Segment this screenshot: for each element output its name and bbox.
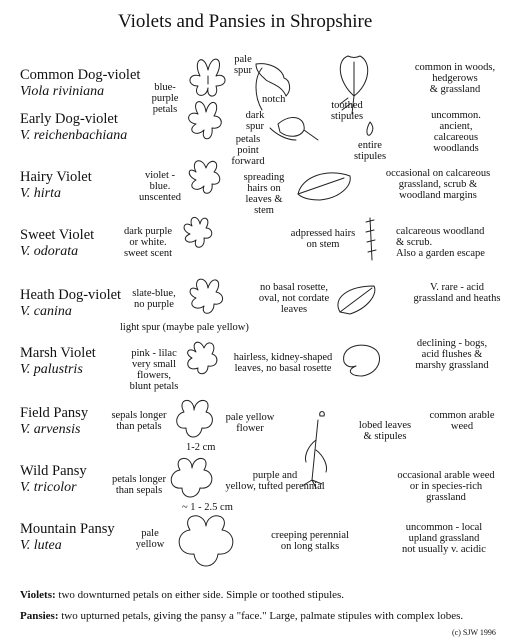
note: notch [262,94,286,105]
note: hairless, kidney-shaped leaves, no basal rosette [233,352,333,375]
pansy-icon [179,516,233,566]
habitat: uncommon. ancient, calcareous woodlands [431,110,481,155]
note: petals longer than sepals [112,474,166,497]
note: petals point forward [231,134,265,168]
species-latin: V. lutea [20,538,62,553]
note: spreading hairs on leaves & stem [243,172,285,217]
species-latin: V. hirta [20,186,61,201]
note: blue- purple petals [151,82,179,116]
note: ~ 1 - 2.5 cm [182,502,233,513]
species-name: Hairy Violet [20,169,92,185]
note: sepals longer than petals [111,410,167,433]
stipule-icon [367,122,373,135]
species-name: Field Pansy [20,405,89,421]
species-name: Heath Dog-violet [20,287,122,303]
note: adpressed hairs on stem [290,228,356,251]
habitat: occasional on calcareous grassland, scrub & woodland margins [385,168,491,202]
flower-icon [184,217,212,247]
kidney-leaf-icon [344,345,380,376]
leaf-icon [298,173,350,200]
note: entire stipules [353,140,387,163]
note: pale yellow [135,528,165,551]
flower-icon [190,279,223,313]
habitat: declining - bogs, acid flushes & marshy grassland [415,338,489,372]
species-name: Marsh Violet [20,345,96,361]
habitat: common arable weed [429,410,495,433]
pansy-icon [171,458,212,497]
habitat: calcareous woodland & scrub. Also a garden escape [396,226,485,260]
note: purple and yellow, tufted perennial [225,470,325,493]
note: pale yellow flower [225,412,275,435]
credit: (c) SJW 1996 [452,628,496,637]
footer-pansies: Pansies: two upturned petals, giving the pansy a "face." Large, palmate stipules with complex lobes. [20,610,464,622]
note: no basal rosette, oval, not cordate leaves [258,282,330,316]
pansy-icon [177,400,213,437]
species-latin: V. odorata [20,244,79,259]
species-name: Wild Pansy [20,463,87,479]
page-title: Violets and Pansies in Shropshire [118,11,373,32]
habitat: uncommon - local upland grassland not usually v. acidic [402,522,486,556]
flower-icon [190,59,225,96]
note: 1-2 cm [186,442,216,453]
species-latin: V. reichenbachiana [20,128,128,143]
flower-icon [189,102,222,139]
note: lobed leaves & stipules [358,420,412,443]
species-latin: V. palustris [20,362,83,377]
footer-violets: Violets: two downturned petals on either side. Simple or toothed stipules. [20,589,345,601]
species-latin: V. arvensis [20,422,81,437]
habitat: common in woods, hedgerows & grassland [414,62,496,96]
species-latin: Viola riviniana [20,84,105,99]
note: pale spur [233,54,253,77]
note: light spur (maybe pale yellow) [120,322,249,333]
species-latin: V. canina [20,304,72,319]
hairy-stem-icon [366,218,376,260]
habitat: V. rare - acid grassland and heaths [413,282,501,305]
note: toothed stipules [330,100,364,123]
note: pink - lilac very small flowers, blunt petals [129,348,179,393]
spur-flower-icon [270,117,318,140]
leaf-icon [338,286,375,314]
note: dark spur [245,110,265,133]
species-name: Mountain Pansy [20,521,115,537]
species-name: Sweet Violet [20,227,95,243]
note: dark purple or white. sweet scent [123,226,173,260]
note: slate-blue, no purple [132,288,176,311]
note: violet - blue. unscented [139,170,181,204]
species-name: Common Dog-violet [20,67,141,83]
flower-icon [188,342,217,374]
species-name: Early Dog-violet [20,111,118,127]
species-latin: V. tricolor [20,480,77,495]
flower-icon [189,161,220,194]
note: creeping perennial on long stalks [271,530,349,553]
habitat: occasional arable weed or in species-rich grassland [397,470,495,504]
